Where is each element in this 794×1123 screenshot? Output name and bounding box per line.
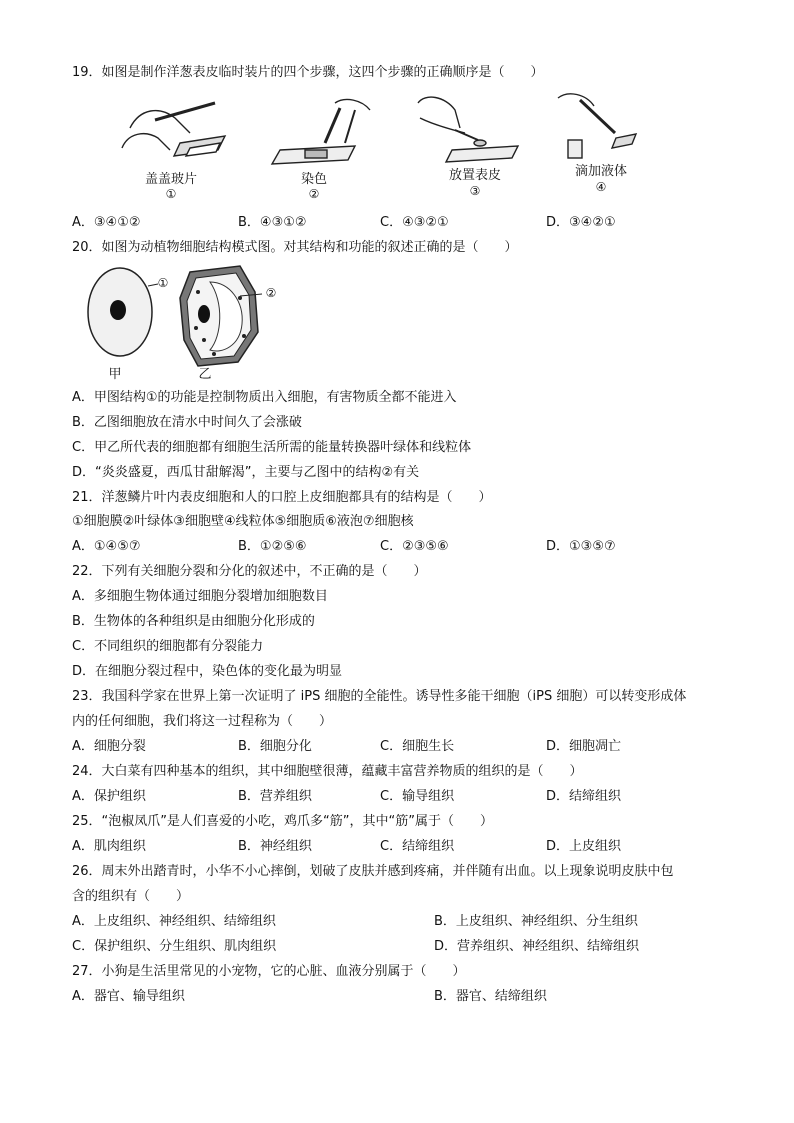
q26-stem-line2: 含的组织有（ ）: [72, 889, 190, 904]
q26-option-d: D．营养组织、神经组织、结缔组织: [434, 939, 640, 954]
q19-stem: 19．如图是制作洋葱表皮临时装片的四个步骤，这四个步骤的正确顺序是（ ）: [72, 65, 544, 80]
q19-step3-number: ③: [469, 184, 481, 198]
plant-cell-nucleus: [198, 305, 210, 323]
q23-option-c: C．细胞生长: [380, 739, 455, 754]
q23-option-b: B．细胞分化: [238, 739, 312, 754]
q21-option-b: B．①②⑤⑥: [238, 539, 307, 554]
q19-option-b: B．④③①②: [238, 215, 307, 230]
q26-option-c: C．保护组织、分生组织、肌肉组织: [72, 939, 277, 954]
q20-option-c: C．甲乙所代表的细胞都有细胞生活所需的能量转换器叶绿体和线粒体: [72, 440, 472, 455]
q24-option-c: C．输导组织: [380, 789, 455, 804]
q20-stem: 20．如图为动植物细胞结构模式图。对其结构和功能的叙述正确的是（ ）: [72, 240, 518, 255]
q20-option-d: D．“炎炎盛夏，西瓜甘甜解渴”，主要与乙图中的结构②有关: [72, 465, 420, 480]
q19-steps-illustration: [100, 88, 730, 206]
q23-stem-line2: 内的任何细胞，我们将这一过程称为（ ）: [72, 714, 333, 729]
q20-mark-2: ②: [265, 286, 277, 300]
q21-stem: 21．洋葱鳞片叶内表皮细胞和人的口腔上皮细胞都具有的结构是（ ）: [72, 490, 492, 505]
q27-option-a: A．器官、输导组织: [72, 989, 185, 1004]
q19-step3-label: 放置表皮: [448, 168, 501, 183]
q26-option-a: A．上皮组织、神经组织、结缔组织: [72, 914, 276, 929]
q25-stem: 25．“泡椒凤爪”是人们喜爱的小吃，鸡爪多“筋”，其中“筋”属于（ ）: [72, 814, 493, 829]
q27-option-b: B．器官、结缔组织: [434, 989, 547, 1004]
q21-option-a: A．①④⑤⑦: [72, 539, 141, 554]
q20-mark-1: ①: [157, 276, 169, 290]
q19-step2-label: 染色: [300, 172, 327, 187]
q26-option-b: B．上皮组织、神经组织、分生组织: [434, 914, 638, 929]
q19-step4-label: 滴加液体: [574, 164, 627, 179]
q20-label-plant: 乙: [198, 367, 212, 382]
q19-steps-figure: [100, 88, 730, 206]
q25-option-a: A．肌肉组织: [72, 839, 146, 854]
q21-structure-list: ①细胞膜②叶绿体③细胞壁④线粒体⑤细胞质⑥液泡⑦细胞核: [72, 514, 414, 529]
q25-option-c: C．结缔组织: [380, 839, 455, 854]
q20-option-b: B．乙图细胞放在清水中时间久了会涨破: [72, 415, 302, 430]
q22-option-a: A．多细胞生物体通过细胞分裂增加细胞数目: [72, 589, 328, 604]
q19-option-d: D．③④②①: [546, 215, 616, 230]
q27-stem: 27．小狗是生活里常见的小宠物，它的心脏、血液分别属于（ ）: [72, 964, 466, 979]
q26-stem-line1: 26．周末外出踏青时，小华不小心摔倒，划破了皮肤并感到疼痛，并伴随有出血。以上现象说明皮肤中包: [72, 864, 674, 879]
q24-option-d: D．结缔组织: [546, 789, 622, 804]
q21-option-d: D．①③⑤⑦: [546, 539, 616, 554]
q23-stem-line1: 23．我国科学家在世界上第一次证明了 iPS 细胞的全能性。诱导性多能干细胞（iPS 细胞）可以转变形成体: [72, 689, 687, 704]
q25-option-b: B．神经组织: [238, 839, 312, 854]
q23-option-a: A．细胞分裂: [72, 739, 146, 754]
q23-option-d: D．细胞凋亡: [546, 739, 622, 754]
q25-option-d: D．上皮组织: [546, 839, 622, 854]
q19-step4-number: ④: [595, 180, 607, 194]
q24-option-a: A．保护组织: [72, 789, 146, 804]
q20-label-animal: 甲: [108, 367, 122, 382]
q22-stem: 22．下列有关细胞分裂和分化的叙述中，不正确的是（ ）: [72, 564, 427, 579]
q21-option-c: C．②③⑤⑥: [380, 539, 449, 554]
q19-step1-label: 盖盖玻片: [144, 172, 197, 187]
q22-option-d: D．在细胞分裂过程中，染色体的变化最为明显: [72, 664, 343, 679]
q22-option-b: B．生物体的各种组织是由细胞分化形成的: [72, 614, 315, 629]
q19-option-a: A．③④①②: [72, 215, 141, 230]
q24-stem: 24．大白菜有四种基本的组织，其中细胞壁很薄，蕴藏丰富营养物质的组织的是（ ）: [72, 764, 583, 779]
q19-step2-number: ②: [308, 187, 320, 201]
animal-cell-nucleus: [110, 300, 126, 320]
q19-step1-number: ①: [165, 187, 177, 201]
q19-option-c: C．④③②①: [380, 215, 449, 230]
q24-option-b: B．营养组织: [238, 789, 312, 804]
q20-option-a: A．甲图结构①的功能是控制物质出入细胞，有害物质全都不能进入: [72, 390, 457, 405]
q22-option-c: C．不同组织的细胞都有分裂能力: [72, 639, 264, 654]
